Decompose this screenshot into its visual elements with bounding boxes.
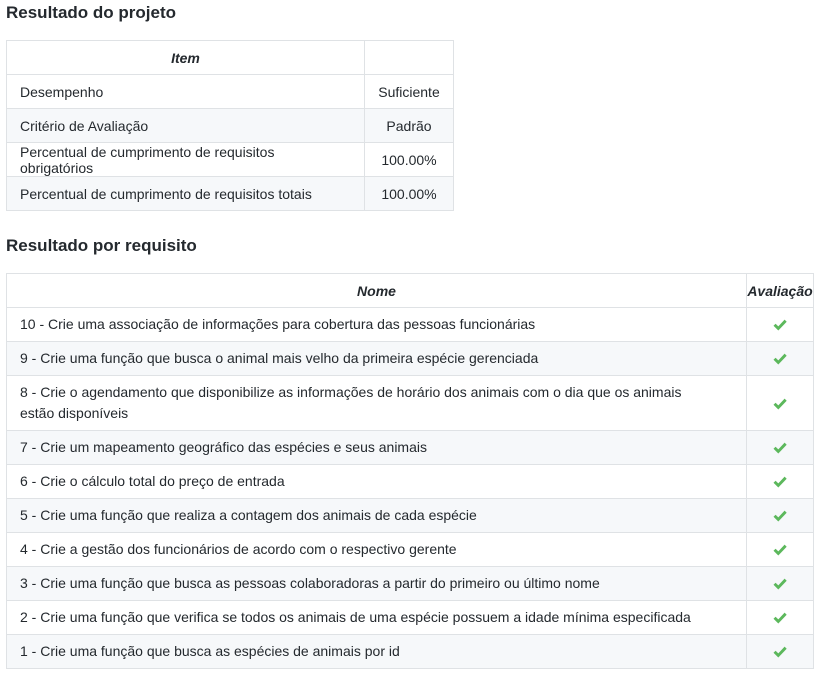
requirement-name: 3 - Crie uma função que busca as pessoas colaboradoras a partir do primeiro ou último nome xyxy=(7,567,747,601)
requirement-evaluation xyxy=(747,601,814,635)
requirement-name: 1 - Crie uma função que busca as espécies de animais por id xyxy=(7,635,747,669)
requirement-name: 8 - Crie o agendamento que disponibilize as informações de horário dos animais com o dia que os animais estão disponíveis xyxy=(7,376,747,431)
row-value: 100.00% xyxy=(365,143,454,177)
requirement-evaluation xyxy=(747,533,814,567)
header-value xyxy=(365,41,454,75)
table-row xyxy=(7,177,454,211)
check-icon xyxy=(772,351,788,367)
row-value: Suficiente xyxy=(365,75,454,109)
requirements-result-table xyxy=(6,273,814,669)
requirement-evaluation xyxy=(747,376,814,431)
table-header-row xyxy=(7,41,454,75)
table-header-row xyxy=(7,274,814,308)
requirement-evaluation xyxy=(747,431,814,465)
check-icon xyxy=(772,644,788,660)
table-row xyxy=(7,308,814,342)
check-icon xyxy=(772,542,788,558)
check-icon xyxy=(772,610,788,626)
check-icon xyxy=(772,576,788,592)
requirement-name: 9 - Crie uma função que busca o animal mais velho da primeira espécie gerenciada xyxy=(7,342,747,376)
table-row xyxy=(7,499,814,533)
requirement-evaluation xyxy=(747,308,814,342)
header-evaluation: Avaliação xyxy=(747,274,814,308)
table-row xyxy=(7,533,814,567)
check-icon xyxy=(772,440,788,456)
row-value: Padrão xyxy=(365,109,454,143)
requirements-result-heading: Resultado por requisito xyxy=(6,236,197,255)
row-item: Percentual de cumprimento de requisitos totais xyxy=(7,177,365,211)
table-row xyxy=(7,465,814,499)
requirement-name: 4 - Crie a gestão dos funcionários de acordo com o respectivo gerente xyxy=(7,533,747,567)
header-name: Nome xyxy=(7,274,747,308)
project-result-heading: Resultado do projeto xyxy=(6,3,176,22)
header-item: Item xyxy=(7,41,365,75)
check-icon xyxy=(772,396,788,412)
requirement-name: 2 - Crie uma função que verifica se todos os animais de uma espécie possuem a idade mínima especificada xyxy=(7,601,747,635)
table-row xyxy=(7,109,454,143)
requirement-evaluation xyxy=(747,567,814,601)
table-row xyxy=(7,601,814,635)
requirement-evaluation xyxy=(747,465,814,499)
row-item: Percentual de cumprimento de requisitos obrigatórios xyxy=(7,143,365,177)
row-item: Desempenho xyxy=(7,75,365,109)
row-item: Critério de Avaliação xyxy=(7,109,365,143)
check-icon xyxy=(772,474,788,490)
table-row xyxy=(7,431,814,465)
requirement-name: 7 - Crie um mapeamento geográfico das espécies e seus animais xyxy=(7,431,747,465)
requirement-evaluation xyxy=(747,499,814,533)
requirement-name: 6 - Crie o cálculo total do preço de entrada xyxy=(7,465,747,499)
project-result-table xyxy=(6,40,454,211)
table-row xyxy=(7,143,454,177)
requirement-name: 5 - Crie uma função que realiza a contagem dos animais de cada espécie xyxy=(7,499,747,533)
table-row xyxy=(7,635,814,669)
requirement-evaluation xyxy=(747,342,814,376)
requirement-evaluation xyxy=(747,635,814,669)
table-row xyxy=(7,75,454,109)
row-value: 100.00% xyxy=(365,177,454,211)
requirement-name: 10 - Crie uma associação de informações para cobertura das pessoas funcionárias xyxy=(7,308,747,342)
table-row xyxy=(7,342,814,376)
check-icon xyxy=(772,508,788,524)
table-row xyxy=(7,376,814,431)
table-row xyxy=(7,567,814,601)
check-icon xyxy=(772,317,788,333)
